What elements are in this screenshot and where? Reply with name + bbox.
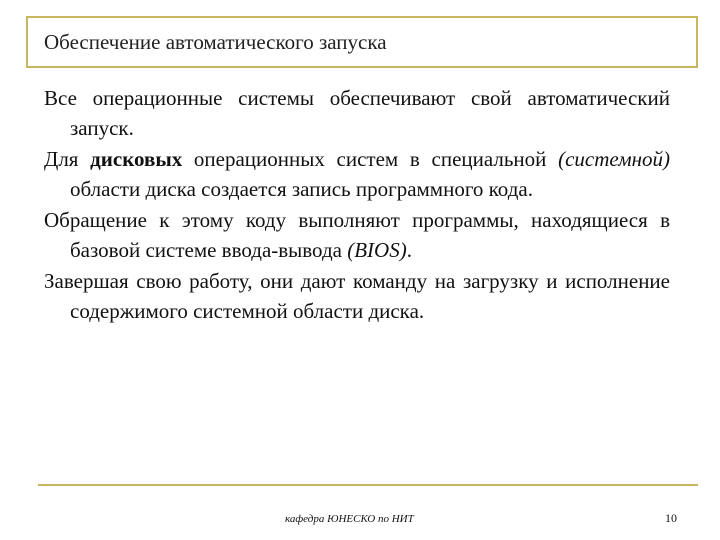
top-frame-line — [26, 16, 698, 18]
paragraph-disk-os-bold: дисковых — [90, 147, 183, 171]
paragraph-disk-os-text-3: области диска создается запись программного кода. — [70, 176, 533, 201]
left-frame-line — [26, 16, 28, 68]
paragraph-disk-os-italic: (системной) — [558, 147, 671, 171]
footer-line — [38, 484, 698, 486]
paragraph-disk-os-text-2: операционных систем в специальной — [182, 147, 559, 171]
paragraph-bios-text-2: . — [406, 237, 412, 262]
paragraph-disk-os — [44, 145, 670, 204]
paragraph-bios — [44, 206, 670, 265]
slide-title: Обеспечение автоматического запуска — [44, 30, 387, 54]
paragraph-bios-text-1: Обращение к этому коду выполняют программы, находящиеся в базовой системе ввода-вывода — [44, 208, 670, 262]
right-frame-line — [696, 16, 698, 68]
title-underline — [26, 66, 698, 68]
paragraph-load-command: Завершая свою работу, они дают команду на загрузку и исполнение содержимого системной области диска. — [44, 269, 670, 323]
paragraph-bios-italic: (BIOS) — [347, 237, 407, 262]
footer-department: кафедра ЮНЕСКО по НИТ — [285, 513, 414, 525]
paragraph-disk-os-text-1: Для — [44, 147, 91, 171]
slide-body — [44, 84, 670, 328]
slide-number: 10 — [665, 511, 677, 525]
paragraph-os-autostart: Все операционные системы обеспечивают свой автоматический запуск. — [44, 86, 670, 140]
